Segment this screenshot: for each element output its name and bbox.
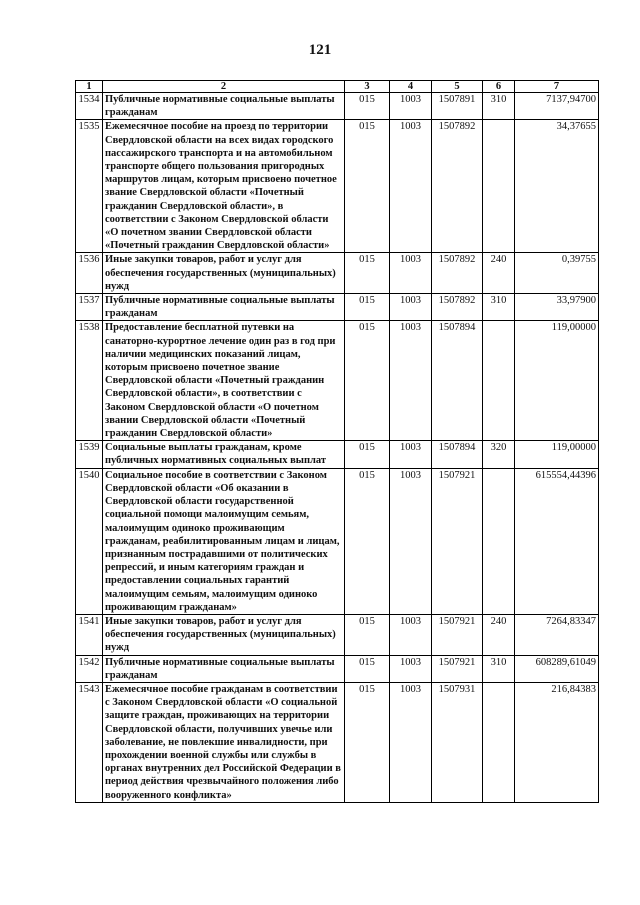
amount-cell: 119,00000 [515, 441, 599, 468]
target-article-cell: 1507892 [432, 294, 483, 321]
section-code-cell: 1003 [390, 655, 432, 682]
target-article-cell: 1507921 [432, 468, 483, 614]
expense-name-cell: Публичные нормативные социальные выплаты гражданам [103, 655, 345, 682]
table-row [76, 614, 599, 655]
expense-type-cell [483, 682, 515, 802]
row-number-cell: 1539 [76, 441, 103, 468]
ministry-code-cell: 015 [345, 441, 390, 468]
table-row [76, 441, 599, 468]
expense-name-cell: Социальные выплаты гражданам, кроме публичных нормативных социальных выплат [103, 441, 345, 468]
budget-table [75, 80, 599, 803]
expense-name-cell: Ежемесячное пособие гражданам в соответствии с Законом Свердловской области «О социальной защите граждан, проживающих на территории Свердловской области, получивших увечье или заболевание, не повлекшие инвалидности, при прохождении военной службы или службы в органах внутренних дел Российской Федерации в период действия чрезвычайного положения либо вооруженного конфликта» [103, 682, 345, 802]
page-number: 121 [308, 42, 332, 58]
amount-cell: 7264,83347 [515, 614, 599, 655]
amount-cell: 0,39755 [515, 253, 599, 294]
ministry-code-cell: 015 [345, 253, 390, 294]
table-row [76, 253, 599, 294]
amount-cell: 7137,94700 [515, 93, 599, 120]
table-row [76, 682, 599, 802]
target-article-cell: 1507921 [432, 655, 483, 682]
expense-type-cell: 240 [483, 614, 515, 655]
table-row [76, 321, 599, 441]
row-number-cell: 1542 [76, 655, 103, 682]
column-header: 1 [76, 81, 103, 93]
amount-cell: 608289,61049 [515, 655, 599, 682]
section-code-cell: 1003 [390, 614, 432, 655]
column-header: 2 [103, 81, 345, 93]
table-header-row [76, 81, 599, 93]
expense-type-cell: 310 [483, 294, 515, 321]
expense-type-cell: 240 [483, 253, 515, 294]
expense-name-cell: Иные закупки товаров, работ и услуг для обеспечения государственных (муниципальных) нужд [103, 253, 345, 294]
ministry-code-cell: 015 [345, 93, 390, 120]
row-number-cell: 1535 [76, 120, 103, 253]
amount-cell: 216,84383 [515, 682, 599, 802]
expense-name-cell: Социальное пособие в соответствии с Законом Свердловской области «Об оказании в Свердловской области государственной социальной помощи малоимущим семьям, малоимущим одиноко проживающим гражданам, реабилитированным лицам и лицам, признанным пострадавшими от политических репрессий, и иным категориям граждан и предоставлении социальных гарантий малоимущим семьям, малоимущим одиноко проживающим гражданам» [103, 468, 345, 614]
target-article-cell: 1507894 [432, 441, 483, 468]
ministry-code-cell: 015 [345, 120, 390, 253]
expense-type-cell: 320 [483, 441, 515, 468]
row-number-cell: 1540 [76, 468, 103, 614]
ministry-code-cell: 015 [345, 321, 390, 441]
row-number-cell: 1543 [76, 682, 103, 802]
expense-type-cell [483, 468, 515, 614]
amount-cell: 34,37655 [515, 120, 599, 253]
section-code-cell: 1003 [390, 682, 432, 802]
ministry-code-cell: 015 [345, 655, 390, 682]
expense-name-cell: Публичные нормативные социальные выплаты гражданам [103, 294, 345, 321]
section-code-cell: 1003 [390, 321, 432, 441]
expense-name-cell: Ежемесячное пособие на проезд по территории Свердловской области на всех видах городского пассажирского транспорта и на автомобильном транспорте общего пользования пригородных маршрутов лицам, которым присвоено почетное звание Свердловской области «Почетный гражданин Свердловской области», в соответствии с Законом Свердловской области «О почетном звании Свердловской области «Почетный гражданин Свердловской области» [103, 120, 345, 253]
target-article-cell: 1507892 [432, 120, 483, 253]
table-row [76, 93, 599, 120]
ministry-code-cell: 015 [345, 294, 390, 321]
table-row [76, 468, 599, 614]
expense-name-cell: Предоставление бесплатной путевки на санаторно-курортное лечение один раз в год при наличии медицинских показаний лицам, которым присвоено почетное звание Свердловской области «Почетный гражданин Свердловской области», в соответствии с Законом Свердловской области «О почетном звании Свердловской области «Почетный гражданин Свердловской области» [103, 321, 345, 441]
column-header: 3 [345, 81, 390, 93]
target-article-cell: 1507931 [432, 682, 483, 802]
row-number-cell: 1541 [76, 614, 103, 655]
target-article-cell: 1507921 [432, 614, 483, 655]
amount-cell: 615554,44396 [515, 468, 599, 614]
expense-type-cell: 310 [483, 655, 515, 682]
section-code-cell: 1003 [390, 294, 432, 321]
section-code-cell: 1003 [390, 253, 432, 294]
expense-type-cell: 310 [483, 93, 515, 120]
table-row [76, 120, 599, 253]
expense-name-cell: Публичные нормативные социальные выплаты гражданам [103, 93, 345, 120]
ministry-code-cell: 015 [345, 468, 390, 614]
column-header: 4 [390, 81, 432, 93]
target-article-cell: 1507891 [432, 93, 483, 120]
target-article-cell: 1507892 [432, 253, 483, 294]
column-header: 7 [515, 81, 599, 93]
expense-type-cell [483, 321, 515, 441]
table-row [76, 294, 599, 321]
expense-type-cell [483, 120, 515, 253]
section-code-cell: 1003 [390, 468, 432, 614]
row-number-cell: 1534 [76, 93, 103, 120]
table-row [76, 655, 599, 682]
section-code-cell: 1003 [390, 441, 432, 468]
expense-name-cell: Иные закупки товаров, работ и услуг для обеспечения государственных (муниципальных) нужд [103, 614, 345, 655]
row-number-cell: 1538 [76, 321, 103, 441]
row-number-cell: 1537 [76, 294, 103, 321]
amount-cell: 33,97900 [515, 294, 599, 321]
section-code-cell: 1003 [390, 120, 432, 253]
ministry-code-cell: 015 [345, 682, 390, 802]
row-number-cell: 1536 [76, 253, 103, 294]
column-header: 6 [483, 81, 515, 93]
target-article-cell: 1507894 [432, 321, 483, 441]
section-code-cell: 1003 [390, 93, 432, 120]
amount-cell: 119,00000 [515, 321, 599, 441]
column-header: 5 [432, 81, 483, 93]
ministry-code-cell: 015 [345, 614, 390, 655]
